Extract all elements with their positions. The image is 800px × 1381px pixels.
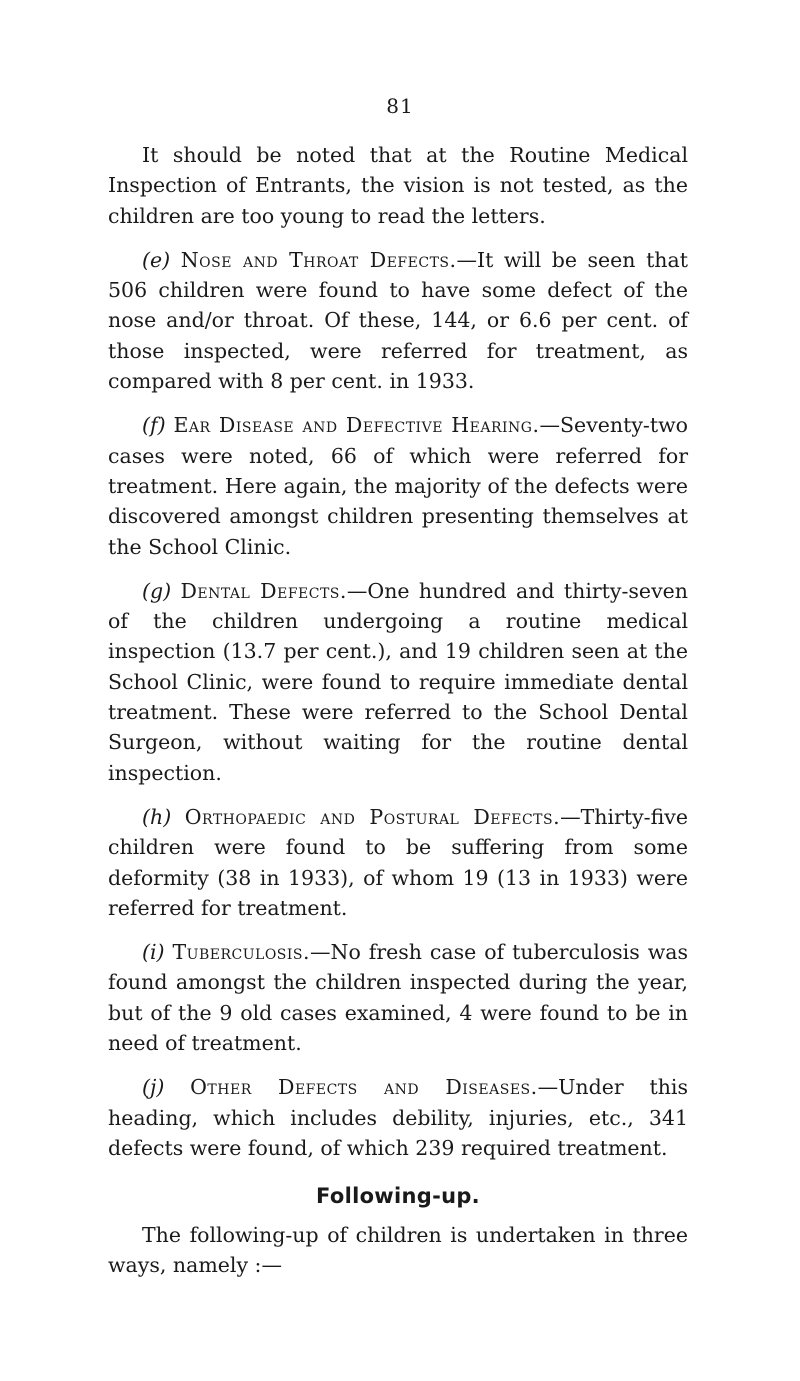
text-orthopaedic: —Thirty-five children were found to be suffering from some deformity (38 in 1933), of whom 19 (13 in 1933) were referred for treatment. [108,804,688,920]
paragraph-intro [108,140,688,231]
paragraph-intro-text: It should be noted that at the Routine Medical Inspection of Entrants, the vision is not tested, as the children are too young to read the letters. [108,143,688,228]
text-dental: —One hundred and thirty-seven of the children undergoing a routine medical inspection (13.7 per cent.), and 19 children seen at the School Clinic, were found to require immediate dental treatment. These were referred to the School Dental Surgeon, without waiting for the routine dental inspection. [108,578,688,785]
paragraph-ear-hearing [108,410,688,561]
heading-orthopaedic: Orthopaedic and Postural Defects. [184,804,561,829]
heading-other-defects: Other Defects and Diseases. [190,1075,538,1100]
section-heading-following-up: Following-up. [316,1184,480,1209]
item-letter-j: (j) [142,1075,165,1100]
paragraph-orthopaedic [108,802,688,923]
text-ear-hearing: —Seventy-two cases were noted, 66 of which were referred for treatment. Here again, the majority of the defects were discovered amongst children presenting themselves at the School Clinic. [108,413,688,559]
heading-tuberculosis: Tuberculosis. [172,940,311,965]
page-number: 81 [386,94,414,118]
text-nose-throat: —It will be seen that 506 children were found to have some defect of the nose and/or throat. Of these, 144, or 6.6 per cent. of those inspected, were referred for treatment, as compared with 8 per cent. in 1933. [108,247,688,394]
heading-dental: Dental Defects. [180,578,347,603]
paragraph-tuberculosis [108,937,688,1058]
item-letter-g: (g) [142,578,172,603]
item-letter-f: (f) [142,413,166,438]
paragraph-other-defects [108,1072,688,1163]
body-text [108,140,688,1280]
item-letter-i: (i) [142,940,165,965]
paragraph-following-up: The following-up of children is undertaken in three ways, namely :— [108,1222,688,1277]
item-letter-e: (e) [142,247,171,272]
paragraph-dental [108,576,688,788]
paragraph-nose-throat [108,245,688,396]
heading-nose-throat: Nose and Throat Defects. [180,247,457,272]
text-tuberculosis: —No fresh case of tuberculosis was found amongst the children inspected during the year, but of the 9 old cases examined, 4 were found to be in need of treatment. [108,940,688,1056]
text-other-defects: —Under this heading, which includes debility, injuries, etc., 341 defects were found, of which 239 required treatment. [108,1075,688,1160]
item-letter-h: (h) [142,804,172,829]
heading-ear-hearing: Ear Disease and Defective Hearing. [173,413,540,438]
